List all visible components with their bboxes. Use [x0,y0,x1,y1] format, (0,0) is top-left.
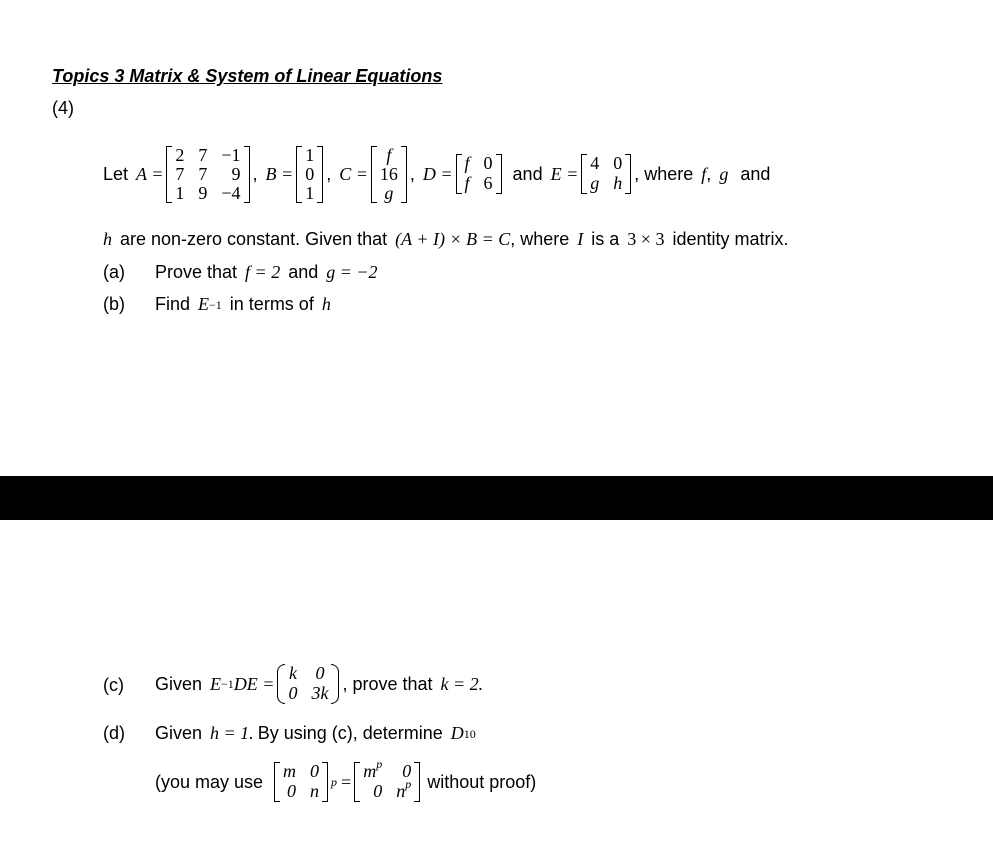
and-text-2: and [740,163,771,184]
a-label: A = [136,163,164,184]
part-a-eq2: g = −2 [326,262,378,282]
e-label: E = [550,163,579,184]
part-a-text [155,262,378,283]
hint-close: without proof) [427,771,537,792]
matrix-cell: 0 [373,781,383,801]
part-a-prompt: Prove that [155,262,238,282]
matrix-cell: 1 [305,182,315,203]
part-d-label: (d) [103,723,125,743]
hint-equals: = [341,771,352,792]
part-c-eq: k = 2. [440,673,484,694]
matrix-a [166,146,249,203]
let-text: Let [103,163,129,184]
c-label: C = [339,163,368,184]
part-d-prompt: Given [155,723,203,743]
part-b-label: (b) [103,294,125,314]
statement-line-2 [103,229,789,250]
matrix-cell: n [310,781,320,801]
var-i: I [577,229,584,249]
part-c-label: (c) [103,675,124,695]
matrix-cell: 0 [613,153,623,173]
matrix-cell: 9 [198,182,208,203]
part-c-prompt: Given [155,673,203,694]
matrix-cell: 0 [402,761,412,781]
matrix-cell: 1 [305,144,315,165]
matrix-cell: h [613,173,623,193]
matrix-m1 [274,762,328,802]
part-d-text: Given h = 1. By using (c), determine D 10 [155,723,476,743]
matrix-cell: 7 [198,144,208,165]
matrix-cell: $n^p$ [396,777,412,801]
part-d-mid: By using (c), determine [257,723,443,743]
matrix-cell: g [590,173,600,193]
matrix-cell: f [464,173,470,193]
matrix-cell: 7 [198,163,208,184]
var-g: g [719,163,729,184]
matrix-d [456,154,502,194]
matrix-cell: 3k [311,683,329,703]
b-label: B = [265,163,294,184]
page-title: Topics 3 Matrix & System of Linear Equations [52,66,443,86]
part-b-prompt: Find [155,294,191,314]
line2-text: are non-zero constant. Given that [120,229,388,249]
part-d-eq: h = 1. [210,723,254,743]
matrix-cell: −1 [221,144,241,165]
part-a-label: (a) [103,262,125,282]
matrix-cell: 0 [483,153,493,173]
line2-isa: is a [591,229,620,249]
part-c-e: E [210,673,222,694]
matrix-cell: 1 [175,182,185,203]
matrix-cell: $m^p$ [363,757,383,781]
var-f: f [701,163,707,184]
part-d-hint: (you may use m 0 0 n p = $m^p$ 0 0 $n^p$ without proof) [155,757,537,801]
matrix-cell: 7 [175,163,185,184]
matrix-m2 [354,757,420,802]
matrix-cell: −4 [221,182,241,203]
matrix-cell: g [384,182,394,203]
statement-line-1: Let A = 2 7 −1 7 7 9 1 9 −4 , B = 1 0 1 , C = f 16 g , D = f 0 f 6 and E = 4 0 g h , where f , g and [103,144,771,203]
matrix-cell: f [464,153,470,173]
matrix-cell: f [386,144,392,165]
matrix-c-given [277,664,339,704]
matrix-cell: 9 [231,163,241,184]
matrix-cell: 0 [305,163,315,184]
part-b-var: h [321,294,331,314]
part-a-and: and [288,262,319,282]
d-label: D = [422,163,453,184]
matrix-cell: 0 [315,663,325,683]
matrix-cell: 0 [288,683,298,703]
matrix-cell: 2 [175,144,185,165]
part-d-d: D [450,723,464,743]
matrix-cell: m [283,761,297,781]
part-b-end: in terms of [229,294,314,314]
matrix-e [581,154,631,194]
var-h: h [103,229,112,249]
matrix-c [371,146,407,203]
where-text: , where [634,163,694,184]
condition-expr: (A + I) × B = C [395,229,511,249]
matrix-cell: 0 [310,761,320,781]
part-b-text: Find E −1 in terms of h [155,294,331,314]
hint-open: (you may use [155,771,264,792]
dimension-expr: 3 × 3 [627,229,665,249]
matrix-cell: 16 [379,163,398,184]
part-b-e: E [198,294,210,314]
line2-where: , where [510,229,570,249]
matrix-cell: 4 [590,153,600,173]
part-c-lhs: DE = [233,673,275,694]
line2-end: identity matrix. [672,229,789,249]
matrix-b [296,146,323,203]
part-a-eq1: f = 2 [245,262,281,282]
part-c-text: Given E −1 DE = k 0 0 3k , prove that k = 2. [155,663,484,703]
question-number: (4) [52,98,74,118]
matrix-cell: k [288,663,297,683]
part-c-end: , prove that [342,673,433,694]
redaction-bar [0,476,993,520]
matrix-cell: 6 [483,173,493,193]
matrix-cell: 0 [287,781,297,801]
and-text: and [512,163,543,184]
